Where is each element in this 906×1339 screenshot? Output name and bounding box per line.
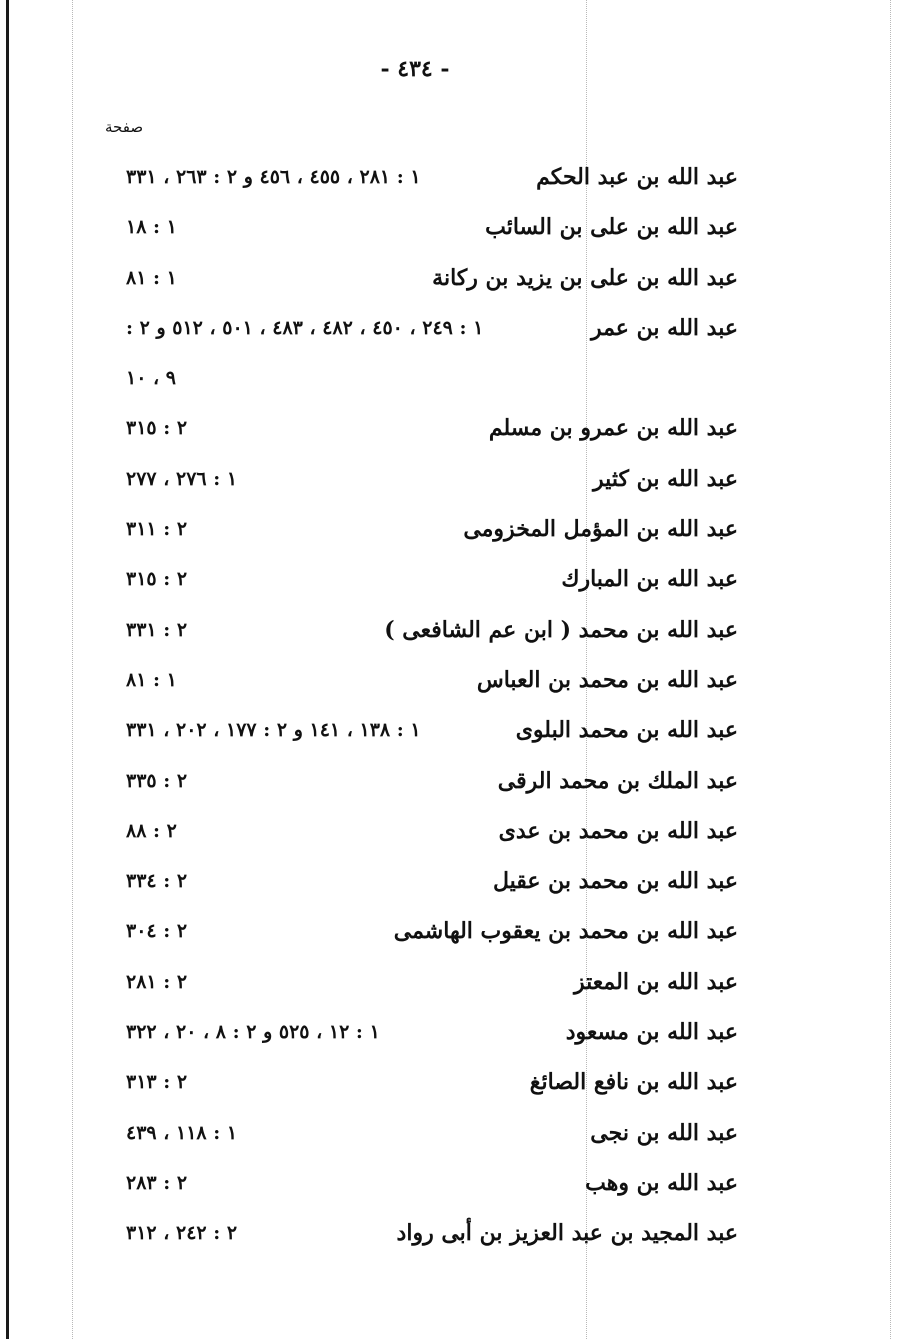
entry-page-refs: ٢ : ٢٨١ <box>126 970 188 993</box>
index-entry <box>0 261 906 311</box>
index-entry <box>0 462 906 512</box>
entry-page-refs: ١ : ٢٤٩ ، ٤٥٠ ، ٤٨٢ ، ٤٨٣ ، ٥٠١ ، ٥١٢ و ٢ : <box>126 316 484 339</box>
entry-page-refs: ١ : ١٨ <box>126 216 177 239</box>
entry-page-refs: ١ : ٨١ <box>126 266 177 289</box>
index-entry <box>0 210 906 260</box>
entry-name: عبد الله بن نافع الصائغ <box>529 1069 738 1096</box>
entry-name: عبد الله بن محمد بن عقيل <box>492 868 738 895</box>
entry-name: عبد الله بن محمد ( ابن عم الشافعى ) <box>384 616 738 643</box>
entry-name: عبد الله بن محمد البلوى <box>515 717 738 744</box>
entry-page-refs: ٢ : ٣١٥ <box>126 568 188 591</box>
entry-page-refs: ٢ : ٣٣٤ <box>126 870 188 893</box>
entry-name: عبد الله بن عبد الحكم <box>536 164 738 190</box>
index-entries <box>0 160 906 1267</box>
entry-name: عبد الملك بن محمد الرقى <box>497 767 738 794</box>
entry-page-refs: ٢ : ٢٨٣ <box>126 1171 188 1194</box>
index-entry <box>0 663 906 713</box>
index-entry <box>0 613 906 663</box>
entry-name: عبد الله بن محمد بن عدى <box>498 817 738 844</box>
index-entry <box>0 1216 906 1266</box>
index-entry <box>0 713 906 763</box>
entry-page-refs: ٢ : ٣٣١ <box>126 618 188 641</box>
entry-page-refs: ١ : ٢٧٦ ، ٢٧٧ <box>126 467 238 490</box>
index-entry <box>0 814 906 864</box>
entry-name: عبد المجيد بن عبد العزيز بن أبى رواد <box>396 1220 738 1247</box>
entry-page-refs: ١ : ٨١ <box>126 668 177 691</box>
index-entry <box>0 914 906 964</box>
index-entry <box>0 1116 906 1166</box>
column-header: صفحة <box>105 118 144 136</box>
index-entry <box>0 411 906 461</box>
index-entry <box>0 160 906 210</box>
entry-name: عبد الله بن محمد بن العباس <box>476 666 738 693</box>
index-entry <box>0 1166 906 1216</box>
entry-page-refs: ٢ : ٣١٣ <box>126 1071 188 1094</box>
entry-name: عبد الله بن مسعود <box>565 1019 738 1046</box>
entry-name: عبد الله بن كثير <box>593 465 738 492</box>
index-entry <box>0 764 906 814</box>
entry-page-refs: ٢ : ٣٠٤ <box>126 920 188 943</box>
entry-name: عبد الله بن المؤمل المخزومى <box>463 516 738 543</box>
entry-name: عبد الله بن المبارك <box>561 566 738 593</box>
index-entry-continuation <box>0 361 906 411</box>
index-entry <box>0 1015 906 1065</box>
entry-page-refs: ١ : ١١٨ ، ٤٣٩ <box>126 1121 238 1144</box>
entry-name: عبد الله بن عمرو بن مسلم <box>488 415 738 442</box>
entry-name: عبد الله بن على بن يزيد بن ركانة <box>432 264 738 291</box>
entry-page-refs: ١ : ١٣٨ ، ١٤١ و ٢ : ١٧٧ ، ٢٠٢ ، ٣٣١ <box>126 719 421 742</box>
entry-name: عبد الله بن المعتز <box>574 968 738 995</box>
entry-page-refs: ٢ : ٣١٥ <box>126 417 188 440</box>
index-entry <box>0 562 906 612</box>
entry-page-refs: ١ : ٢٨١ ، ٤٥٥ ، ٤٥٦ و ٢ : ٢٦٣ ، ٣٣١ <box>126 166 421 188</box>
index-entry <box>0 512 906 562</box>
entry-page-refs: ٢ : ٣٣٥ <box>126 769 188 792</box>
entry-page-refs: ٢ : ٨٨ <box>126 819 177 842</box>
entry-page-refs: ٩ ، ١٠ <box>126 367 177 390</box>
index-entry <box>0 965 906 1015</box>
entry-name: عبد الله بن وهب <box>585 1169 738 1196</box>
entry-page-refs: ٢ : ٣١١ <box>126 518 188 541</box>
index-entry <box>0 1065 906 1115</box>
entry-page-refs: ١ : ١٢ ، ٥٢٥ و ٢ : ٨ ، ٢٠ ، ٣٢٢ <box>126 1021 380 1044</box>
entry-name: عبد الله بن عمر <box>590 314 738 341</box>
entry-name: عبد الله بن محمد بن يعقوب الهاشمى <box>393 918 738 945</box>
entry-page-refs: ٢ : ٢٤٢ ، ٣١٢ <box>126 1222 238 1245</box>
index-entry <box>0 864 906 914</box>
entry-name: عبد الله بن على بن السائب <box>485 214 738 241</box>
index-entry <box>0 311 906 361</box>
page-number: - ٤٣٤ - <box>380 56 450 82</box>
entry-name: عبد الله بن نجى <box>590 1119 738 1146</box>
